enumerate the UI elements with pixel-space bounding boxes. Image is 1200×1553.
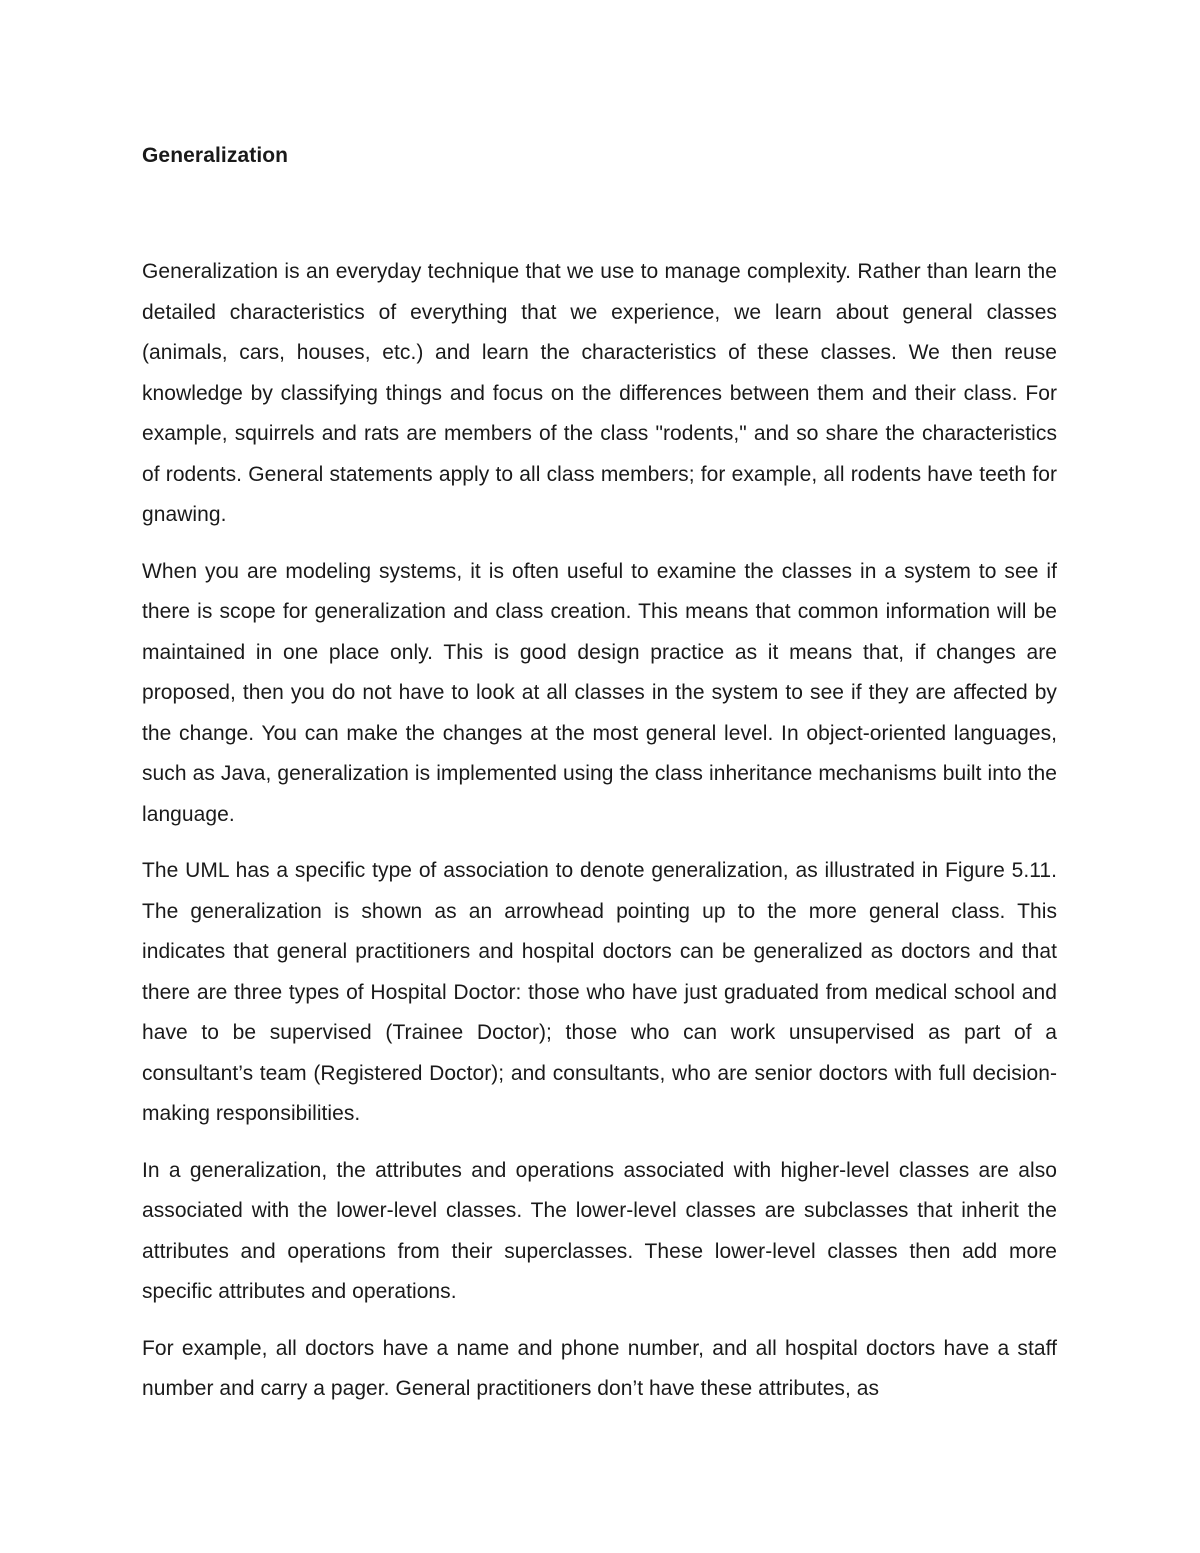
document-title: Generalization <box>142 144 289 167</box>
paragraph-uml-association: The UML has a specific type of association to denote generalization, as illustrated in Figure 5.11. The generalization is shown as an arrowhead pointing up to the more general class. This indicates that general practitioners and hospital doctors can be generalized as doctors and that there are three types of Hospital Doctor: those who have just graduated from medical school and have to be supervised (Trainee Doctor); those who can work unsupervised as part of a consultant’s team (Registered Doctor); and consultants, who are senior doctors with full decision-making responsibilities. <box>142 859 1057 1125</box>
paragraph-attributes-inheritance: In a generalization, the attributes and operations associated with higher-level classes are also associated with the lower-level classes. The lower-level classes are subclasses that inherit the attributes and operations from their superclasses. These lower-level classes then add more specific attributes and operations. <box>142 1158 1057 1303</box>
paragraph-generalization-intro: Generalization is an everyday technique that we use to manage complexity. Rather than learn the detailed characteristics of everything that we experience, we learn about general classes (animals, cars, houses, etc.) and learn the characteristics of these classes. We then reuse knowledge by classifying things and focus on the differences between them and their class. For example, squirrels and rats are members of the class "rodents," and so share the characteristics of rodents. General statements apply to all class members; for example, all rodents have teeth for gnawing. <box>142 260 1057 526</box>
paragraph-doctor-example: For example, all doctors have a name and phone number, and all hospital doctors have a staff number and carry a pager. General practitioners don’t have these attributes, as <box>142 1336 1057 1400</box>
document-body <box>142 139 1057 1426</box>
paragraph-modeling-systems: When you are modeling systems, it is often useful to examine the classes in a system to see if there is scope for generalization and class creation. This means that common information will be maintained in one place only. This is good design practice as it means that, if changes are proposed, then you do not have to look at all classes in the system to see if they are affected by the change. You can make the changes at the most general level. In object-oriented languages, such as Java, generalization is implemented using the class inheritance mechanisms built into the language. <box>142 559 1057 826</box>
